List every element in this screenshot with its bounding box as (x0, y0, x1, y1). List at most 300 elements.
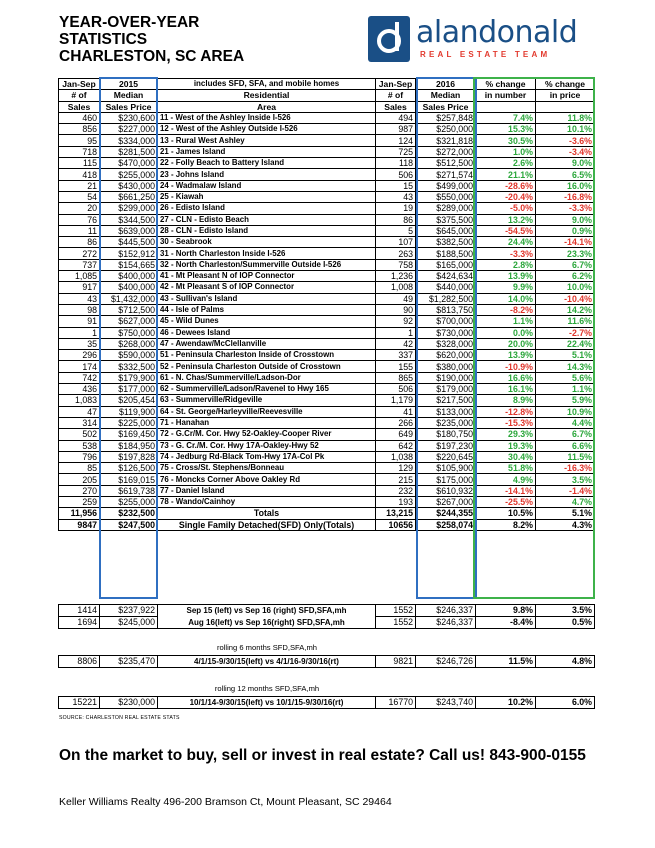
value-cell: $225,000 (100, 417, 158, 428)
change-cell: 14.3% (536, 361, 595, 372)
value-cell: 856 (59, 124, 100, 135)
area-row (59, 372, 595, 383)
value-cell: 259 (59, 496, 100, 507)
value-cell: $177,000 (100, 384, 158, 395)
value-cell: 1 (59, 327, 100, 338)
area-row (59, 395, 595, 406)
value-cell: $639,000 (100, 225, 158, 236)
change-cell: 13.2% (476, 214, 536, 225)
value-cell: 41 (376, 406, 416, 417)
area-cell: 27 - CLN - Edisto Beach (158, 214, 376, 225)
area-cell: 21 - James Island (158, 146, 376, 157)
value-cell: 91 (59, 316, 100, 327)
value-cell: 642 (376, 440, 416, 451)
value-cell: 21 (59, 180, 100, 191)
header-cell (536, 101, 595, 112)
value-cell: $499,000 (416, 180, 476, 191)
value-cell: $328,000 (416, 338, 476, 349)
area-cell: 74 - Jedburg Rd-Black Tom-Hwy 17A-Col Pk (158, 451, 376, 462)
change-cell: 51.8% (476, 463, 536, 474)
header-cell: Sales (376, 101, 416, 112)
value-cell: $184,950 (100, 440, 158, 451)
area-cell: 31 - North Charleston Inside I-526 (158, 248, 376, 259)
value-cell: 11,956 (59, 508, 100, 519)
value-cell: $440,000 (416, 282, 476, 293)
header-cell: includes SFD, SFA, and mobile homes (158, 79, 376, 90)
value-cell: 737 (59, 259, 100, 270)
value-cell: $255,000 (100, 169, 158, 180)
title-line-3: CHARLESTON, SC AREA (59, 48, 245, 65)
change-cell: 4.9% (476, 474, 536, 485)
cell: $230,000 (100, 697, 158, 709)
change-cell: 21.1% (476, 169, 536, 180)
value-cell: $344,500 (100, 214, 158, 225)
value-cell: 270 (59, 485, 100, 496)
rolling-6-note: rolling 6 months SFD,SFA,mh (216, 643, 318, 652)
area-cell: 12 - West of the Ashley Outside I-526 (158, 124, 376, 135)
area-cell: 30 - Seabrook (158, 237, 376, 248)
value-cell: $382,500 (416, 237, 476, 248)
value-cell: 205 (59, 474, 100, 485)
area-cell: Single Family Detached(SFD) Only(Totals) (158, 519, 376, 530)
cell: $235,470 (100, 656, 158, 668)
area-row (59, 384, 595, 395)
value-cell: 107 (376, 237, 416, 248)
value-cell: $258,074 (416, 519, 476, 530)
title-line-2: STATISTICS (59, 31, 148, 48)
header-row-3 (59, 101, 595, 112)
value-cell: $332,500 (100, 361, 158, 372)
change-cell: 15.3% (476, 124, 536, 135)
value-cell: $620,000 (416, 350, 476, 361)
change-cell: 16.6% (476, 372, 536, 383)
change-cell: -20.4% (476, 191, 536, 202)
change-cell: 1.1% (476, 316, 536, 327)
area-row (59, 327, 595, 338)
cell: 10/1/14-9/30/15(left) vs 10/1/15-9/30/16(rt) (158, 697, 376, 709)
value-cell: 43 (376, 191, 416, 202)
value-cell: $712,500 (100, 304, 158, 315)
change-cell: -8.2% (476, 304, 536, 315)
value-cell: $152,912 (100, 248, 158, 259)
value-cell: $271,574 (416, 169, 476, 180)
cell: $245,000 (100, 617, 158, 629)
change-cell: 20.0% (476, 338, 536, 349)
area-cell: 64 - St. George/Harleyville/Reevesville (158, 406, 376, 417)
value-cell: $334,000 (100, 135, 158, 146)
area-row (59, 304, 595, 315)
change-cell: 1.0% (476, 146, 536, 157)
value-cell: 1,085 (59, 271, 100, 282)
cell: $243,740 (416, 697, 476, 709)
value-cell: $445,500 (100, 237, 158, 248)
change-cell: -28.6% (476, 180, 536, 191)
cell: $246,337 (416, 617, 476, 629)
value-cell: $220,645 (416, 451, 476, 462)
area-row (59, 361, 595, 372)
change-cell: -3.3% (476, 248, 536, 259)
value-cell: $227,000 (100, 124, 158, 135)
cell: Sep 15 (left) vs Sep 16 (right) SFD,SFA,mh (158, 605, 376, 617)
change-cell: 16.0% (536, 180, 595, 191)
area-row (59, 271, 595, 282)
area-cell: 42 - Mt Pleasant S of IOP Connector (158, 282, 376, 293)
value-cell: 115 (59, 158, 100, 169)
change-cell: 14.0% (476, 293, 536, 304)
change-cell: 5.1% (536, 508, 595, 519)
value-cell: $180,750 (416, 429, 476, 440)
cell: 15221 (59, 697, 100, 709)
header-cell: 2015 (100, 79, 158, 90)
value-cell: 725 (376, 146, 416, 157)
value-cell: $321,818 (416, 135, 476, 146)
value-cell: $400,000 (100, 282, 158, 293)
value-cell: 5 (376, 225, 416, 236)
header-row-2 (59, 90, 595, 101)
area-cell: 23 - Johns Island (158, 169, 376, 180)
change-cell: 7.4% (476, 112, 536, 123)
area-row (59, 237, 595, 248)
value-cell: 758 (376, 259, 416, 270)
value-cell: 865 (376, 372, 416, 383)
value-cell: $235,000 (416, 417, 476, 428)
area-row (59, 485, 595, 496)
value-cell: 98 (59, 304, 100, 315)
header-cell: in price (536, 90, 595, 101)
value-cell: $661,250 (100, 191, 158, 202)
value-cell: 215 (376, 474, 416, 485)
value-cell: $188,500 (416, 248, 476, 259)
rolling-12-row (59, 697, 595, 709)
header-cell (476, 101, 536, 112)
value-cell: $512,500 (416, 158, 476, 169)
value-cell: 1,236 (376, 271, 416, 282)
value-cell: $267,000 (416, 496, 476, 507)
value-cell: $400,000 (100, 271, 158, 282)
change-cell: 6.5% (536, 169, 595, 180)
header-cell: Median (416, 90, 476, 101)
value-cell: 43 (59, 293, 100, 304)
change-cell: -16.8% (536, 191, 595, 202)
area-cell: 73 - G. Cr./M. Cor. Hwy 17A-Oakley-Hwy 52 (158, 440, 376, 451)
area-cell: 71 - Hanahan (158, 417, 376, 428)
value-cell: 42 (376, 338, 416, 349)
value-cell: 129 (376, 463, 416, 474)
value-cell: $154,665 (100, 259, 158, 270)
header-cell: Median (100, 90, 158, 101)
value-cell: 1,038 (376, 451, 416, 462)
area-row (59, 429, 595, 440)
header-cell: # of (59, 90, 100, 101)
value-cell: $430,000 (100, 180, 158, 191)
value-cell: $175,000 (416, 474, 476, 485)
value-cell: $257,848 (416, 112, 476, 123)
change-cell: 9.0% (536, 158, 595, 169)
change-cell: 13.9% (476, 350, 536, 361)
totals-row (59, 508, 595, 519)
cell: 9.8% (476, 605, 536, 617)
change-cell: 14.2% (536, 304, 595, 315)
header-row-1 (59, 79, 595, 90)
value-cell: $281,500 (100, 146, 158, 157)
header-cell: Residential (158, 90, 376, 101)
cell: -8.4% (476, 617, 536, 629)
totals-row (59, 519, 595, 530)
cell: 0.5% (536, 617, 595, 629)
value-cell: 95 (59, 135, 100, 146)
area-cell: 51 - Peninsula Charleston Inside of Crosstown (158, 350, 376, 361)
cell: Aug 16(left) vs Sep 16(right) SFD,SFA,mh (158, 617, 376, 629)
value-cell: $424,634 (416, 271, 476, 282)
area-cell: 75 - Cross/St. Stephens/Bonneau (158, 463, 376, 474)
change-cell: 10.0% (536, 282, 595, 293)
change-cell: 0.0% (476, 327, 536, 338)
logo-mark-icon (368, 16, 410, 62)
value-cell: 54 (59, 191, 100, 202)
value-cell: 502 (59, 429, 100, 440)
value-cell: $119,900 (100, 406, 158, 417)
cell: 10.2% (476, 697, 536, 709)
value-cell: 86 (59, 237, 100, 248)
area-row (59, 225, 595, 236)
value-cell: 155 (376, 361, 416, 372)
change-cell: 8.2% (476, 519, 536, 530)
change-cell: 1.1% (536, 384, 595, 395)
title-line-1: YEAR-OVER-YEAR (59, 14, 200, 31)
change-cell: 5.6% (536, 372, 595, 383)
change-cell: 29.3% (476, 429, 536, 440)
value-cell: 266 (376, 417, 416, 428)
value-cell: 418 (59, 169, 100, 180)
area-row (59, 282, 595, 293)
rolling-6-row (59, 656, 595, 668)
change-cell: 30.5% (476, 135, 536, 146)
value-cell: 538 (59, 440, 100, 451)
monthly-comparison-table (58, 604, 595, 629)
cell: 9821 (376, 656, 416, 668)
area-row (59, 451, 595, 462)
cell: 1414 (59, 605, 100, 617)
value-cell: $179,900 (100, 372, 158, 383)
change-cell: 5.1% (536, 350, 595, 361)
value-cell: $179,000 (416, 384, 476, 395)
area-row (59, 169, 595, 180)
value-cell: 649 (376, 429, 416, 440)
cell: 1552 (376, 617, 416, 629)
change-cell: -14.1% (536, 237, 595, 248)
value-cell: $197,230 (416, 440, 476, 451)
value-cell: $165,000 (416, 259, 476, 270)
call-to-action: On the market to buy, sell or invest in real estate? Call us! 843-900-0155 (59, 747, 586, 764)
area-cell: 25 - Kiawah (158, 191, 376, 202)
change-cell: 4.3% (536, 519, 595, 530)
area-row (59, 463, 595, 474)
value-cell: 1,083 (59, 395, 100, 406)
area-row (59, 146, 595, 157)
value-cell: 272 (59, 248, 100, 259)
brand-logo (368, 14, 598, 64)
value-cell: 49 (376, 293, 416, 304)
change-cell: 19.3% (476, 440, 536, 451)
change-cell: -15.3% (476, 417, 536, 428)
area-row (59, 496, 595, 507)
area-row (59, 474, 595, 485)
value-cell: 718 (59, 146, 100, 157)
area-cell: 13 - Rural West Ashley (158, 135, 376, 146)
change-cell: -10.4% (536, 293, 595, 304)
value-cell: 118 (376, 158, 416, 169)
area-cell: 11 - West of the Ashley Inside I-526 (158, 112, 376, 123)
value-cell: 124 (376, 135, 416, 146)
change-cell: 11.8% (536, 112, 595, 123)
value-cell: 1 (376, 327, 416, 338)
change-cell: 23.3% (536, 248, 595, 259)
area-row (59, 191, 595, 202)
change-cell: 16.1% (476, 384, 536, 395)
change-cell: -5.0% (476, 203, 536, 214)
value-cell: 20 (59, 203, 100, 214)
value-cell: $244,355 (416, 508, 476, 519)
value-cell: $590,000 (100, 350, 158, 361)
change-cell: 2.6% (476, 158, 536, 169)
page-title (59, 14, 244, 65)
monthly-row (59, 617, 595, 629)
value-cell: 460 (59, 112, 100, 123)
header-cell: Area (158, 101, 376, 112)
change-cell: 2.8% (476, 259, 536, 270)
area-cell: 61 - N. Chas/Summerville/Ladson-Dor (158, 372, 376, 383)
cell: $246,337 (416, 605, 476, 617)
value-cell: $232,500 (100, 508, 158, 519)
value-cell: 987 (376, 124, 416, 135)
change-cell: 6.7% (536, 429, 595, 440)
value-cell: $230,600 (100, 112, 158, 123)
area-cell: 24 - Wadmalaw Island (158, 180, 376, 191)
area-cell: Totals (158, 508, 376, 519)
change-cell: -12.8% (476, 406, 536, 417)
area-row (59, 259, 595, 270)
area-row (59, 180, 595, 191)
cell: 1552 (376, 605, 416, 617)
value-cell: 35 (59, 338, 100, 349)
area-cell: 52 - Peninsula Charleston Outside of Crosstown (158, 361, 376, 372)
value-cell: 742 (59, 372, 100, 383)
value-cell: $299,000 (100, 203, 158, 214)
value-cell: $813,750 (416, 304, 476, 315)
office-address: Keller Williams Realty 496-200 Bramson Ct, Mount Pleasant, SC 29464 (59, 796, 392, 808)
header-cell: # of (376, 90, 416, 101)
value-cell: 1,179 (376, 395, 416, 406)
area-cell: 26 - Edisto Island (158, 203, 376, 214)
area-cell: 32 - North Charleston/Summerville Outside I-526 (158, 259, 376, 270)
cell: 4.8% (536, 656, 595, 668)
value-cell: 193 (376, 496, 416, 507)
area-row (59, 350, 595, 361)
change-cell: 13.9% (476, 271, 536, 282)
header-cell: Sales Price (100, 101, 158, 112)
change-cell: 4.7% (536, 496, 595, 507)
area-cell: 22 - Folly Beach to Battery Island (158, 158, 376, 169)
area-cell: 43 - Sullivan's Island (158, 293, 376, 304)
value-cell: $250,000 (416, 124, 476, 135)
value-cell: $255,000 (100, 496, 158, 507)
change-cell: -10.9% (476, 361, 536, 372)
value-cell: $197,828 (100, 451, 158, 462)
change-cell: -3.4% (536, 146, 595, 157)
value-cell: 263 (376, 248, 416, 259)
change-cell: 3.5% (536, 474, 595, 485)
change-cell: 9.9% (476, 282, 536, 293)
cell: 11.5% (476, 656, 536, 668)
area-row (59, 440, 595, 451)
value-cell: 174 (59, 361, 100, 372)
cell: 16770 (376, 697, 416, 709)
change-cell: 30.4% (476, 451, 536, 462)
value-cell: $247,500 (100, 519, 158, 530)
change-cell: 10.1% (536, 124, 595, 135)
area-row (59, 112, 595, 123)
value-cell: 9847 (59, 519, 100, 530)
area-row (59, 214, 595, 225)
value-cell: 11 (59, 225, 100, 236)
value-cell: 232 (376, 485, 416, 496)
value-cell: $217,500 (416, 395, 476, 406)
area-row (59, 248, 595, 259)
value-cell: 90 (376, 304, 416, 315)
header-cell: 2016 (416, 79, 476, 90)
header-cell: Sales Price (416, 101, 476, 112)
value-cell: $268,000 (100, 338, 158, 349)
change-cell: 9.0% (536, 214, 595, 225)
monthly-row (59, 605, 595, 617)
value-cell: 19 (376, 203, 416, 214)
value-cell: $700,000 (416, 316, 476, 327)
value-cell: $380,000 (416, 361, 476, 372)
value-cell: $1,282,500 (416, 293, 476, 304)
cell: 3.5% (536, 605, 595, 617)
value-cell: $550,000 (416, 191, 476, 202)
value-cell: $730,000 (416, 327, 476, 338)
header-cell: % change (476, 79, 536, 90)
area-row (59, 293, 595, 304)
change-cell: -54.5% (476, 225, 536, 236)
change-cell: 10.9% (536, 406, 595, 417)
cell: 8806 (59, 656, 100, 668)
value-cell: $470,000 (100, 158, 158, 169)
value-cell: $169,450 (100, 429, 158, 440)
change-cell: -25.5% (476, 496, 536, 507)
value-cell: $272,000 (416, 146, 476, 157)
value-cell: $289,000 (416, 203, 476, 214)
logo-tagline: REAL ESTATE TEAM (420, 50, 551, 59)
value-cell: $126,500 (100, 463, 158, 474)
area-cell: 72 - G.Cr/M. Cor. Hwy 52-Oakley-Cooper River (158, 429, 376, 440)
value-cell: $610,932 (416, 485, 476, 496)
area-row (59, 417, 595, 428)
value-cell: $750,000 (100, 327, 158, 338)
value-cell: $190,000 (416, 372, 476, 383)
value-cell: 86 (376, 214, 416, 225)
value-cell: 506 (376, 384, 416, 395)
value-cell: 13,215 (376, 508, 416, 519)
cell: $237,922 (100, 605, 158, 617)
value-cell: 337 (376, 350, 416, 361)
rolling-12-note: rolling 12 months SFD,SFA,mh (214, 684, 320, 693)
area-cell: 76 - Moncks Corner Above Oakley Rd (158, 474, 376, 485)
change-cell: -14.1% (476, 485, 536, 496)
value-cell: $169,015 (100, 474, 158, 485)
cell: 4/1/15-9/30/15(left) vs 4/1/16-9/30/16(rt) (158, 656, 376, 668)
